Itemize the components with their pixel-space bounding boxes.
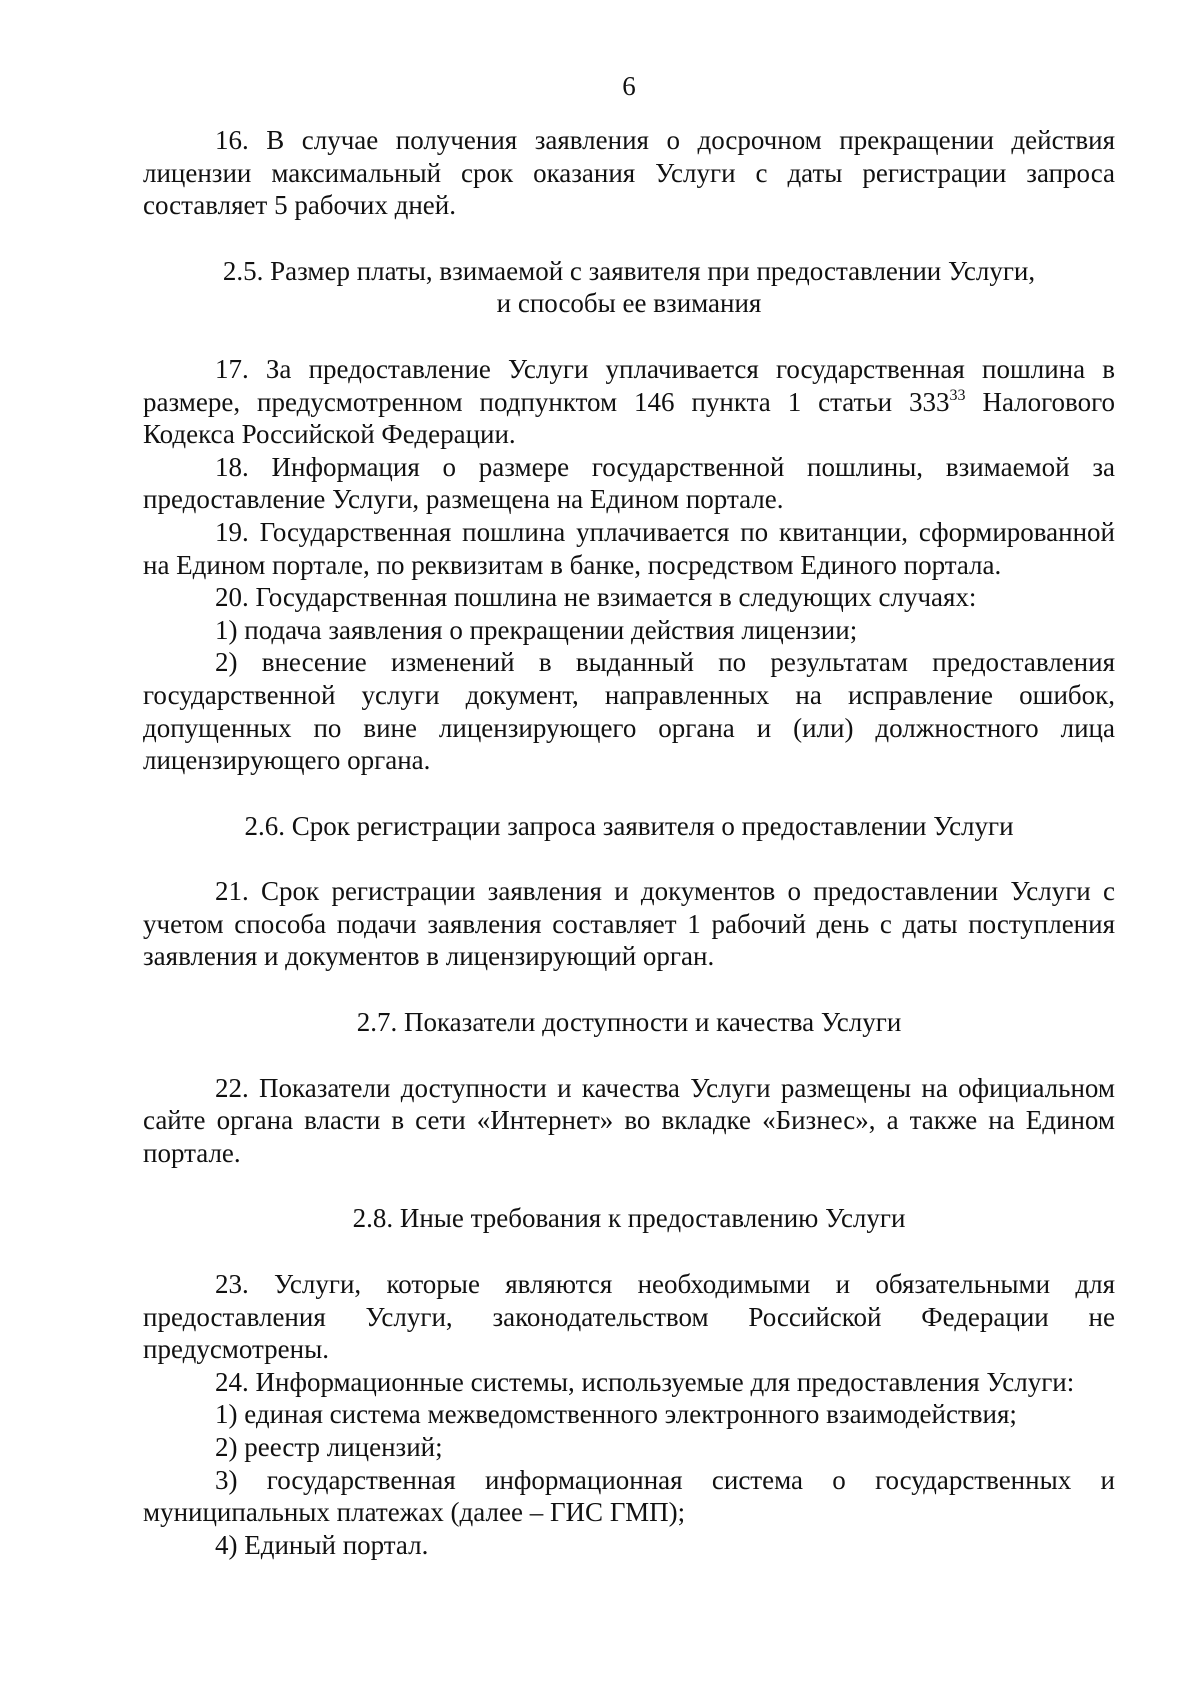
section-heading-line: 2.8. Иные требования к предоставлению Услуги xyxy=(352,1203,906,1234)
paragraph-17-text: 17. За предоставление Услуги уплачивается государственная пошлина в размере, предусмотренном подпунктом 146 пункта 1 статьи 333 xyxy=(143,353,1115,417)
paragraph-16: 16. В случае получения заявления о досрочном прекращении действия лицензии максимальный срок оказания Услуги с даты регистрации запроса составляет 5 рабочих дней. xyxy=(143,125,1115,221)
superscript-33: 33 xyxy=(949,386,966,404)
paragraph-17 xyxy=(143,353,1115,451)
section-heading-2-8 xyxy=(143,1202,1115,1235)
section-heading-2-6 xyxy=(143,810,1115,843)
paragraph-20: 20. Государственная пошлина не взимается в следующих случаях: xyxy=(215,582,977,613)
paragraph-18: 18. Информация о размере государственной пошлины, взимаемой за предоставление Услуги, размещена на Едином портале. xyxy=(143,451,1115,515)
paragraph-21: 21. Срок регистрации заявления и документов о предоставлении Услуги с учетом способа подачи заявления составляет 1 рабочий день с даты поступления заявления и документов в лицензирующий орган. xyxy=(143,876,1115,972)
spacer xyxy=(143,973,1115,1006)
list-item-20-2: 2) внесение изменений в выданный по результатам предоставления государственной услуги документ, направленных на исправление ошибок, допущенных по вине лицензирующего органа и (или) должностного лица лицензирующего органа. xyxy=(143,647,1115,776)
paragraph-23: 23. Услуги, которые являются необходимыми и обязательными для предоставления Услуги, законодательством Российской Федерации не предусмотрены. xyxy=(143,1269,1115,1365)
page-number: 6 xyxy=(622,71,636,101)
list-item-24-2: 2) реестр лицензий; xyxy=(215,1432,443,1462)
section-heading-line: 2.6. Срок регистрации запроса заявителя о предоставлении Услуги xyxy=(244,810,1014,841)
spacer xyxy=(143,777,1115,810)
list-item-24-1: 1) единая система межведомственного электронного взаимодействия; xyxy=(215,1399,1017,1430)
list-item-24-4: 4) Единый портал. xyxy=(215,1529,429,1560)
spacer xyxy=(143,1039,1115,1072)
list-item-24-3: 3) государственная информационная система о государственных и муниципальных платежах (далее – ГИС ГМП); xyxy=(143,1464,1115,1528)
section-heading-line: 2.7. Показатели доступности и качества Услуги xyxy=(356,1007,902,1038)
section-heading-line: 2.5. Размер платы, взимаемой с заявителя при предоставлении Услуги, xyxy=(222,255,1036,286)
spacer xyxy=(143,320,1115,353)
section-heading-2-7 xyxy=(143,1006,1115,1039)
paragraph-19: 19. Государственная пошлина уплачивается по квитанции, сформированной на Едином портале, по реквизитам в банке, посредством Единого портала. xyxy=(143,516,1115,580)
list-item-20-1: 1) подача заявления о прекращении действия лицензии; xyxy=(215,614,858,645)
spacer xyxy=(143,222,1115,255)
spacer xyxy=(143,1235,1115,1268)
spacer xyxy=(143,842,1115,875)
spacer xyxy=(143,1169,1115,1202)
paragraph-17-tail: Налогового Кодекса Российской Федерации. xyxy=(143,386,1116,450)
document-page xyxy=(143,70,1115,1561)
section-heading-line: и способы ее взимания xyxy=(496,288,762,319)
paragraph-24: 24. Информационные системы, используемые для предоставления Услуги: xyxy=(215,1366,1075,1397)
section-heading-2-5 xyxy=(143,255,1115,320)
paragraph-22: 22. Показатели доступности и качества Услуги размещены на официальном сайте органа власти в сети «Интернет» во вкладке «Бизнес», а также на Едином портале. xyxy=(143,1072,1115,1168)
